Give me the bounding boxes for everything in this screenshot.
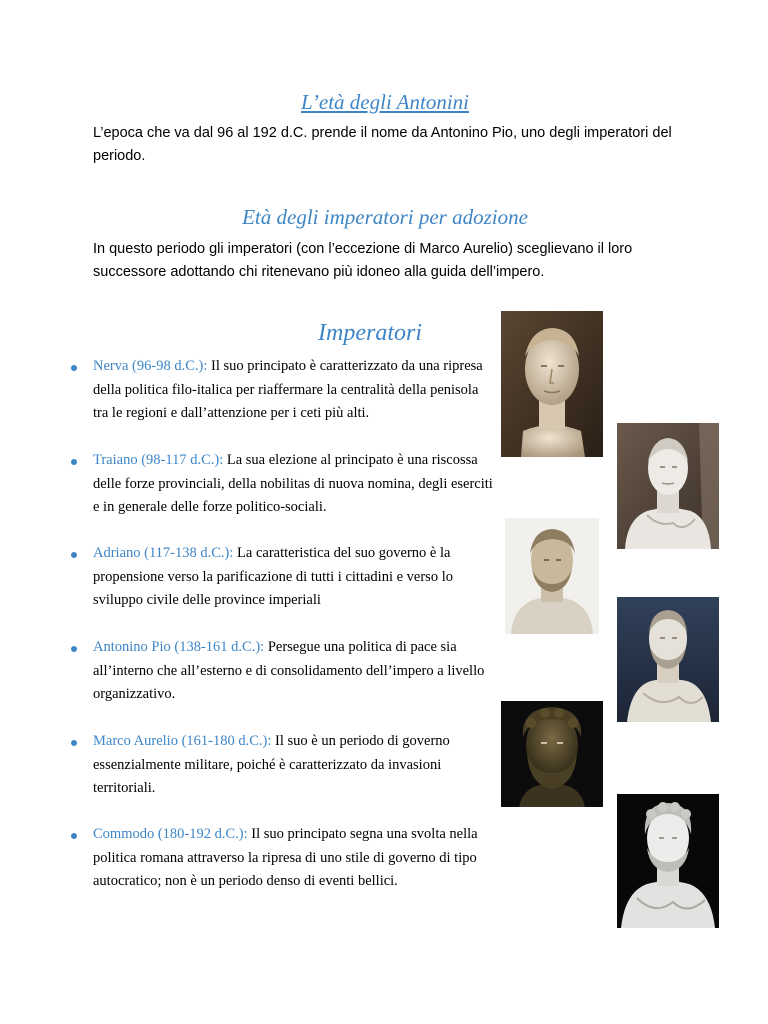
bullet-icon [71,365,77,371]
bullet-icon [71,552,77,558]
emperor-name: Marco Aurelio (161-180 d.C.): [93,733,272,749]
emperor-description: Il suo è un periodo di governo essenzialmente militare, poiché è caratterizzato da invasioni territoriali. [93,733,450,796]
portrait-antonino-pio [617,597,719,722]
emperor-description: La sua elezione al principato è una riscossa delle forze provinciali, della nobilitas di nuova nomina, degli eserciti e in generale delle forze politico-sociali. [93,452,493,515]
portrait-commodo [617,794,719,928]
emperor-name: Traiano (98-117 d.C.): [93,452,224,468]
adoption-paragraph: In questo periodo gli imperatori (con l’eccezione di Marco Aurelio) sceglievano il loro successore adottando chi ritenevano più idoneo alla guida dell’impero. [93,241,633,280]
portrait-marco-aurelio [501,701,603,807]
list-item-traiano [93,449,493,520]
emperor-description: Persegue una politica di pace sia all’interno che all’esterno e di consolidamento dell’impero a livello organizzativo. [93,639,485,702]
page-title: L’età degli Antonini [301,90,469,114]
list-item-marco-aurelio [93,730,493,801]
list-item-antonino-pio [93,636,493,707]
emperor-name: Nerva (96-98 d.C.): [93,358,208,374]
emperor-name: Commodo (180-192 d.C.): [93,826,248,842]
emperor-description: Il suo principato segna una svolta nella politica romana attraverso la ripresa di uno stile di governo di tipo autocratico; non è un periodo denso di eventi bellici. [93,826,478,889]
emperor-description: Il suo principato è caratterizzato da una ripresa della politica filo-italica per riaffermare la centralità della penisola tra le regioni e dall’attenzione per i ceti più alti. [93,358,483,421]
list-item-commodo [93,823,493,894]
section-heading-adoption: Età degli imperatori per adozione [242,205,528,229]
bullet-icon [71,646,77,652]
bullet-icon [71,740,77,746]
intro-paragraph: L’epoca che va dal 96 al 192 d.C. prende il nome da Antonino Pio, uno degli imperatori del periodo. [93,125,672,164]
bullet-icon [71,833,77,839]
list-item-adriano [93,542,493,613]
emperor-description: La caratteristica del suo governo è la propensione verso la parificazione di tutti i cittadini e verso lo sviluppo civile delle province imperiali [93,545,453,608]
portrait-nerva [501,311,603,457]
emperor-name: Antonino Pio (138-161 d.C.): [93,639,265,655]
portrait-traiano [617,423,719,549]
section-heading-emperors: Imperatori [318,320,422,346]
list-item-nerva [93,355,493,426]
bullet-icon [71,459,77,465]
emperor-name: Adriano (117-138 d.C.): [93,545,234,561]
portrait-adriano [505,518,599,634]
